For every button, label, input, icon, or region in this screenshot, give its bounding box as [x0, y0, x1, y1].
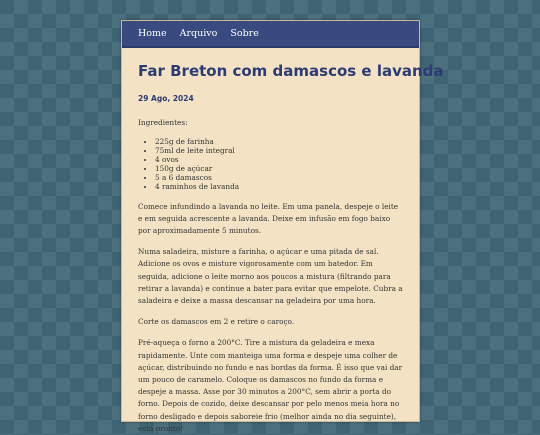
paragraph-batter: Numa saladeira, misture a farinha, o açúcar e uma pitada de sal. Adicione os ovos e misture vigorosamente com um batedor. Em seguida, adicione o leite morno aos poucos a mistura (filtrando para retirar a lavanda) e continue a bater para evitar que empelote. Cubra a saladeira e deixe a massa descansar na geladeira por uma hora.	[138, 247, 403, 306]
list-item: • 150g de açúcar	[155, 165, 403, 174]
paragraph-infusion: Comece infundindo a lavanda no leite. Em uma panela, despeje o leite e em seguida acrescente a lavanda. Deixe em infusão em fogo baixo por aproximadamente 5 minutos.	[138, 201, 399, 236]
page-container	[121, 20, 444, 433]
ingredients-list	[138, 138, 403, 191]
paragraph-apricots: Corte os damascos em 2 e retire o caroço.	[138, 317, 295, 327]
nav-link-home[interactable]: Home	[138, 28, 167, 39]
list-item: • 225g de farinha	[155, 138, 403, 147]
ingredients-heading: Ingredientes:	[138, 118, 188, 127]
list-item: • 4 raminhos de lavanda	[155, 183, 403, 192]
post-title: Far Breton com damascos e lavanda	[138, 62, 444, 80]
post-date: 29 Ago, 2024	[138, 94, 194, 103]
paragraph-baking: Pré-aqueça o forno a 200°C. Tire a mistura da geladeira e mexa rapidamente. Unte com manteiga uma forma e despeje uma colher de açúcar, distribuindo no fundo e nas bordas da forma. É isso que vai dar um pouco de caramelo. Coloque os damascos no fundo da forma e despeje a massa. Asse por 30 minutos a 200°C, sem abrir a porta do forno. Depois de cozido, deixe descansar por pelo menos meia hora no forno desligado e depois saboreie frio (melhor ainda no dia seguinte), está pronto!	[138, 338, 403, 433]
post-content	[122, 48, 444, 435]
list-item: • 5 a 6 damascos	[155, 174, 403, 183]
nav-link-sobre[interactable]: Sobre	[230, 28, 259, 39]
list-item: • 75ml de leite integral	[155, 147, 403, 156]
list-item: • 4 ovos	[155, 156, 403, 165]
top-navbar	[122, 21, 419, 48]
nav-link-arquivo[interactable]: Arquivo	[179, 28, 218, 39]
